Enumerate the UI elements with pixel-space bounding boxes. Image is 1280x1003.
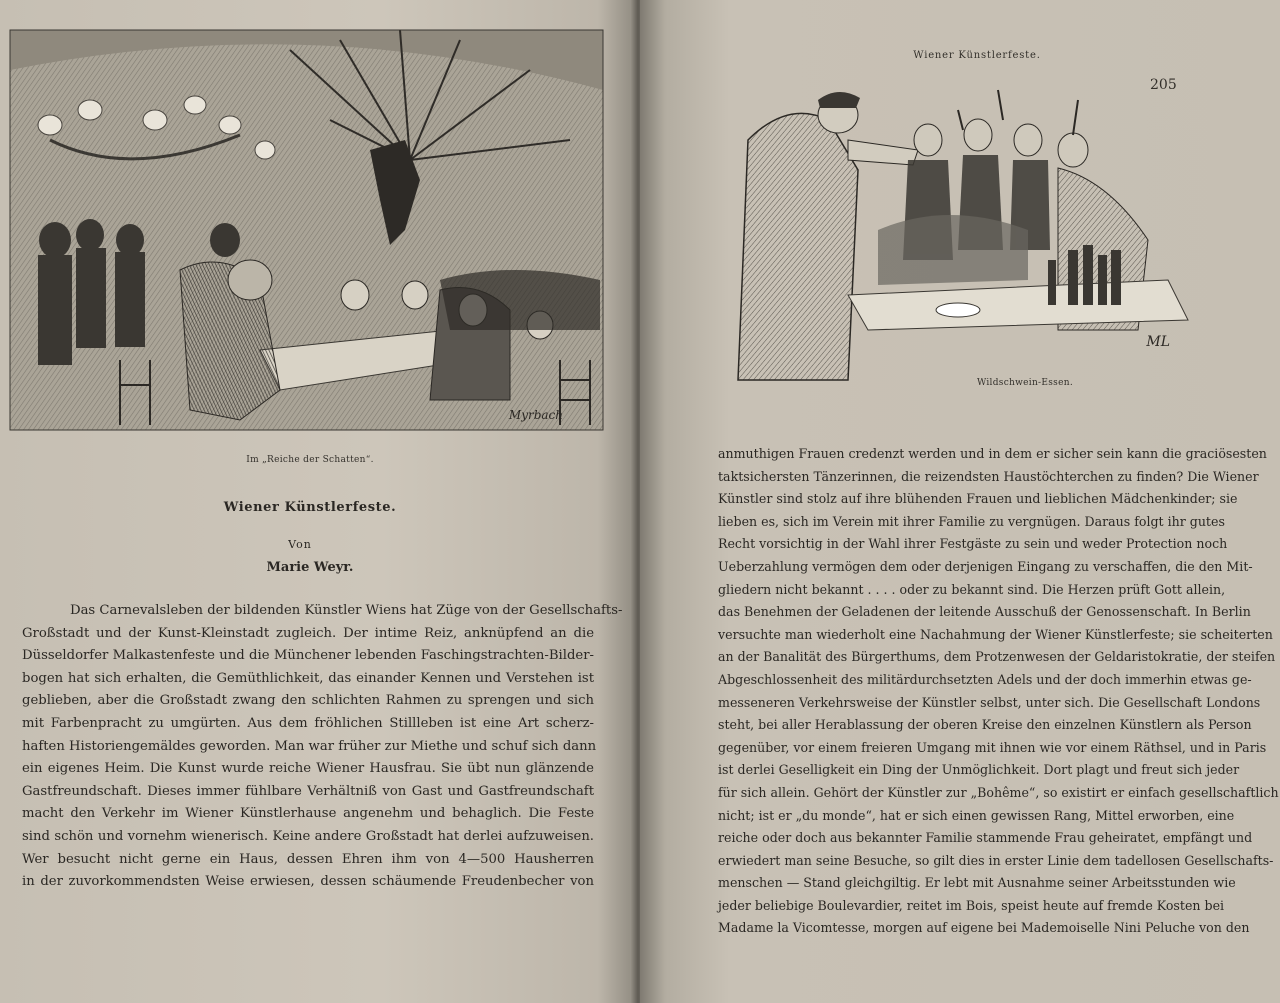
text-line: haften Historiengemäldes geworden. Man war früher zur Miethe und schuf sich dann [22,738,597,754]
text-line: an der Banalität des Bürgerthums, dem Protzenwesen der Geldaristokratie, der steifen [718,649,1276,665]
illustration-boar-dinner [728,80,1188,380]
right-body-text [718,443,1279,940]
page-number: 205 [1150,77,1177,93]
text-line: jeder beliebige Boulevardier, reitet im Bois, speist heute auf fremde Kosten bei [718,897,1225,913]
byline-von: Von [288,538,312,551]
text-line: messeneren Verkehrsweise der Künstler selbst, unter sich. Die Gesellschaft Londons [718,694,1261,710]
text-line: menschen — Stand gleichgiltig. Er lebt mit Ausnahme seiner Arbeitsstunden wie [718,875,1236,891]
left-body-text [22,600,623,894]
right-page [640,0,1280,1003]
text-line: gliedern nicht bekannt . . . . oder zu bekannt sind. Die Herzen prüft Gott allein, [718,581,1226,597]
text-line: mit Farbenpracht zu umgürten. Aus dem fröhlichen Stillleben ist eine Art scherz- [22,715,594,731]
text-line: gegenüber, vor einem freieren Umgang mit ihnen wie vor einem Räthsel, und in Paris [718,739,1267,755]
text-line: Madame la Vicomtesse, morgen auf eigene bei Mademoiselle Nini Peluche von den [718,920,1250,936]
text-line: ist derlei Geselligkeit ein Ding der Unmöglichkeit. Dort plagt und freut sich jeder [718,762,1240,778]
text-line: sind schön und vornehm wienerisch. Keine andere Großstadt hat derlei aufzuweisen. [22,828,594,844]
text-line: erwiedert man seine Besuche, so gilt dies in erster Linie dem tadellosen Gesellschafts- [718,852,1274,868]
text-line: Gastfreundschaft. Dieses immer fühlbare Verhältniß von Gast und Gastfreundschaft [22,783,594,799]
text-line: Ueberzahlung vermögen dem oder derjenigen Eingang zu verschaffen, die den Mit- [718,558,1253,574]
illustration-carnival-party [10,30,603,430]
text-line: in der zuvorkommendsten Weise erwiesen, dessen schäumende Freudenbecher von [22,874,594,890]
text-line: reiche oder doch aus bekannter Familie stammende Frau geheiratet, empfängt und [718,830,1253,846]
text-line: geblieben, aber die Großstadt zwang den schlichten Rahmen zu sprengen und sich [22,693,594,709]
text-line: anmuthigen Frauen credenzt werden und in dem er sicher sein kann die graciösesten [718,446,1267,461]
text-line: für sich allein. Gehört der Künstler zur „Bohême“, so existirt er einfach gesellschaftlich [718,784,1279,800]
text-line: Wer besucht nicht gerne ein Haus, dessen Ehren ihm von 4—500 Hausherren [22,851,594,867]
text-line: macht den Verkehr im Wiener Künstlerhause angenehm und behaglich. Die Feste [22,806,594,822]
text-line: ein eigenes Heim. Die Kunst wurde reiche Wiener Hausfrau. Sie übt nun glänzende [22,761,594,777]
text-line: versuchte man wiederholt eine Nachahmung der Wiener Künstlerfeste; sie scheiterten [718,626,1273,642]
text-line: bogen hat sich erhalten, die Gemüthlichkeit, das einander Kennen und Verstehen ist [22,670,594,686]
text-line: steht, bei aller Herablassung der oberen Kreise den einzelnen Künstlern als Person [718,717,1252,733]
text-line: taktsichersten Tänzerinnen, die reizendsten Haustöchterchen zu finden? Die Wiener [718,468,1259,484]
running-header: Wiener Künstlerfeste. [913,50,1041,61]
text-line: Künstler sind stolz auf ihre blühenden Frauen und lieblichen Mädchenkinder; sie [718,491,1238,507]
illustration-signature: Myrbach [508,408,563,422]
illustration-monogram: ML [1146,334,1170,350]
text-line: lieben es, sich im Verein mit ihrer Familie zu vergnügen. Daraus folgt ihr gutes [718,513,1225,529]
left-page [0,0,636,1003]
text-line: Recht vorsichtig in der Wahl ihrer Festgäste zu sein und weder Protection noch [718,536,1228,552]
right-illustration-caption: Wildschwein-Essen. [976,378,1073,388]
text-line: Düsseldorfer Malkastenfeste und die Münchener lebenden Faschingstrachten-Bilder- [22,648,594,664]
text-line: Das Carnevalsleben der bildenden Künstler Wiens hat Züge von der Gesellschafts- [70,603,623,618]
left-illustration-caption: Im „Reiche der Schatten“. [246,455,374,465]
text-line: nicht; ist er „du monde“, hat er sich einen gewissen Rang, Mittel erworben, eine [718,807,1235,823]
article-title: Wiener Künstlerfeste. [223,500,397,515]
author-name: Marie Weyr. [266,560,354,575]
text-line: das Benehmen der Geladenen der leitende Ausschuß der Genossenschaft. In Berlin [718,604,1251,620]
text-line: Großstadt und der Kunst-Kleinstadt zugleich. Der intime Reiz, anknüpfend an die [22,625,594,641]
text-line: Abgeschlossenheit des militärdurchsetzten Adels und der doch immerhin etwas ge- [718,671,1252,687]
